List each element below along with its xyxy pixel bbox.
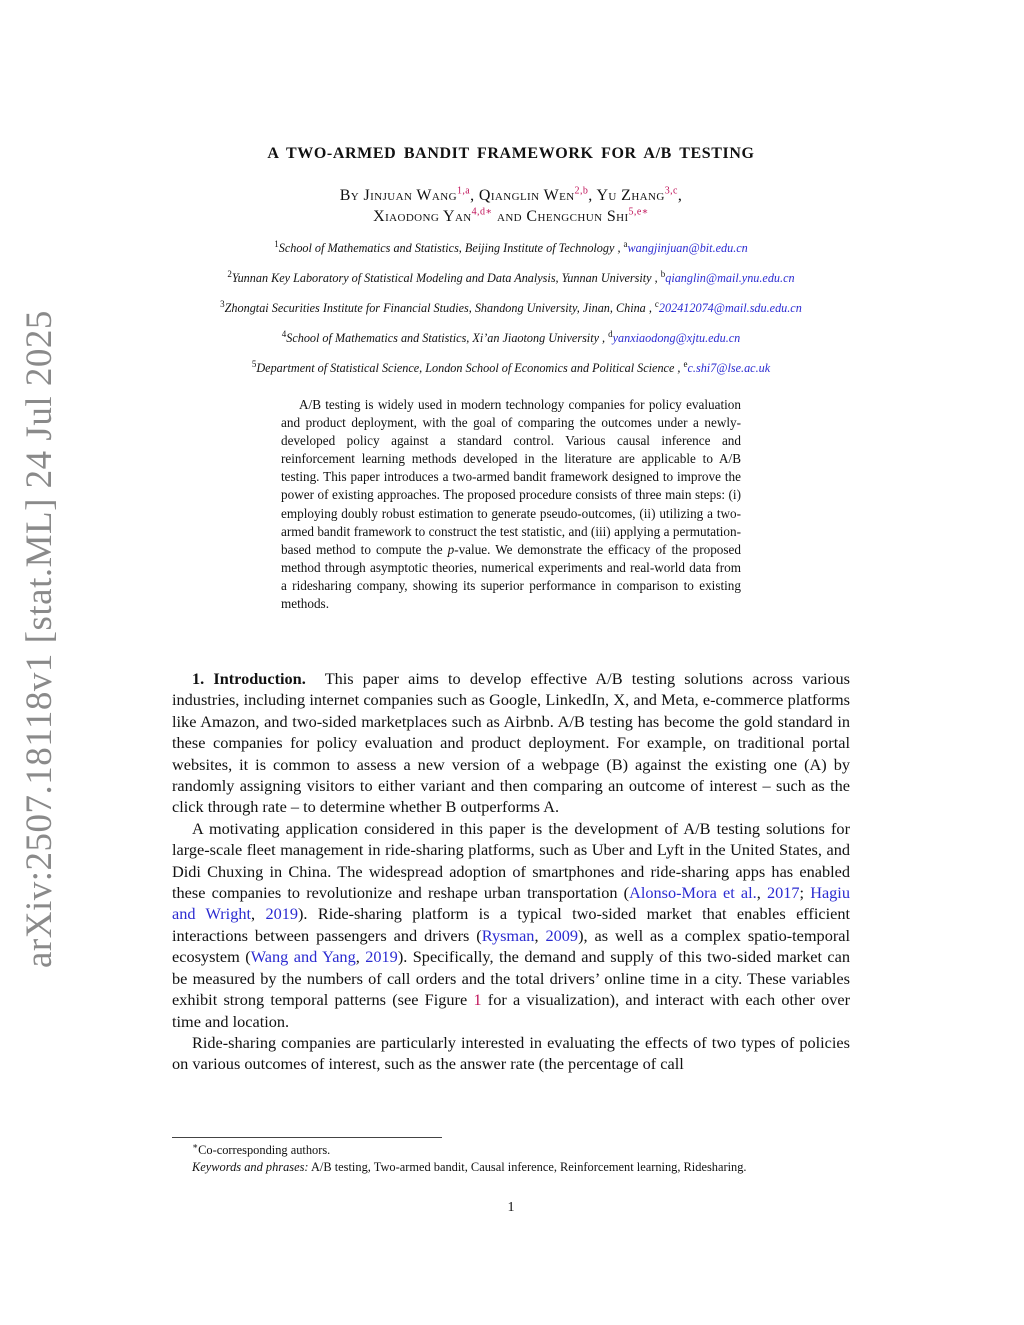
affiliation-text: School of Mathematics and Statistics, Beijing Institute of Technology , xyxy=(278,241,621,255)
author-name: Yu Zhang xyxy=(596,187,665,204)
affiliation-number: 5 xyxy=(251,358,257,369)
abstract-text: A/B testing is widely used in modern technology companies for policy evaluation and product deployment, with the goal of comparing the outcomes under a newly-developed policy against a standard control. Various causal inference and reinforcement learning methods developed in the literature are applicable to A/B testing. This paper introduces a two-armed bandit framework designed to improve the power of existing approaches. The proposed procedure consists of three main steps: (i) employing doubly robust estimation to generate pseudo-outcomes, (ii) utilizing a two-armed bandit framework to construct the test statistic, and (iii) applying a permutation-based method to compute the xyxy=(281,397,741,557)
author-separator: , xyxy=(677,187,683,204)
abstract-text: -value. We demonstrate the efficacy of the proposed method through asymptotic theories, numerical experiments and real-world data from a ridesharing company, showing its superior performance in comparison to existing methods. xyxy=(281,541,741,612)
author-name: Chengchun Shi xyxy=(526,208,629,225)
citation-link[interactable]: Alonso-Mora et al. xyxy=(629,883,757,903)
author-separator: , xyxy=(588,187,593,204)
author-affil-marker: 1,a xyxy=(456,185,471,197)
author-affil-marker: 4,d∗ xyxy=(471,206,493,218)
paragraph-text: , xyxy=(355,947,366,967)
affiliation-number: 2 xyxy=(227,268,232,279)
affiliation-number: 1 xyxy=(274,238,279,249)
affiliation-item xyxy=(172,270,850,300)
citation-link[interactable]: Rysman xyxy=(481,925,535,945)
email-link[interactable]: 202412074@mail.sdu.edu.cn xyxy=(658,301,802,315)
author-block xyxy=(172,185,850,227)
citation-link[interactable]: Hagiu and Wright xyxy=(172,883,850,924)
paragraph-text: , xyxy=(534,925,546,945)
author-affil-marker: 2,b xyxy=(574,185,589,197)
email-link[interactable]: yanxiaodong@xjtu.edu.cn xyxy=(612,331,741,345)
affiliation-text: Yunnan Key Laboratory of Statistical Modeling and Data Analysis, Yunnan University , xyxy=(231,271,658,285)
email-link[interactable]: qianglin@mail.ynu.edu.cn xyxy=(665,271,795,285)
author-name: Jinjuan Wang xyxy=(363,187,457,204)
by-label: By xyxy=(339,187,360,204)
email-marker: c xyxy=(654,298,659,309)
arxiv-identifier-stamp: arXiv:2507.18118v1 [stat.ML] 24 Jul 2025 xyxy=(19,310,60,968)
citation-year-link[interactable]: 2009 xyxy=(545,925,579,945)
citation-link[interactable]: Wang and Yang xyxy=(250,947,356,967)
footnote-text: Co-corresponding authors. xyxy=(198,1143,331,1157)
paper-title: A TWO-ARMED BANDIT FRAMEWORK FOR A/B TESTING xyxy=(267,145,755,162)
footnotes xyxy=(172,1142,850,1176)
citation-year-link[interactable]: 2017 xyxy=(766,883,800,903)
section-heading: 1. Introduction. xyxy=(192,669,306,688)
author-separator: , xyxy=(470,187,475,204)
affiliation-text: Department of Statistical Science, London School of Economics and Political Science , xyxy=(256,361,681,375)
paragraph-text: A motivating application considered in this paper is the development of A/B testing solutions for large-scale fleet management in ride-sharing platforms, such as Uber and Lyft in the United States, and Didi Chuxing in China. The widespread adoption of smartphones and ride-sharing apps has enabled these companies to revolutionize and reshape urban transportation ( xyxy=(172,818,850,903)
intro-paragraph xyxy=(172,668,850,818)
author-affil-marker: 3,c xyxy=(664,185,678,197)
affiliation-item xyxy=(172,300,850,330)
figure-reference-link[interactable]: 1 xyxy=(473,990,482,1010)
footnote-divider xyxy=(172,1137,442,1138)
email-marker: e xyxy=(683,358,688,369)
footnote-mark: ∗ xyxy=(192,1140,199,1151)
email-marker: a xyxy=(623,238,628,249)
page-number: 1 xyxy=(507,1200,515,1215)
intro-paragraph xyxy=(172,1032,850,1075)
citation-year-link[interactable]: 2019 xyxy=(365,947,398,967)
author-name: Qianglin Wen xyxy=(478,187,575,204)
affiliation-number: 3 xyxy=(220,298,225,309)
paragraph-text: ). Ride-sharing platform is a typical two-sided market that enables efficient interactions between passengers and drivers ( xyxy=(172,904,851,945)
introduction-section xyxy=(172,668,850,1075)
paragraph-text: ). Specifically, the demand and supply of this two-sided market can be measured by the numbers of call orders and the total drivers’ online time in a city. These variables exhibit strong temporal patterns (see Figure xyxy=(172,947,851,1010)
affiliation-item xyxy=(172,360,850,390)
affiliation-number: 4 xyxy=(281,328,287,339)
email-marker: b xyxy=(660,268,666,279)
abstract xyxy=(281,396,741,613)
paragraph-text: for a visualization), and interact with each other over time and location. xyxy=(172,990,851,1031)
email-marker: d xyxy=(608,328,613,339)
footnote-corresponding xyxy=(172,1142,850,1159)
affiliation-item xyxy=(172,330,850,360)
author-separator: and xyxy=(496,208,523,225)
paragraph-text: Ride-sharing companies are particularly interested in evaluating the effects of two types of policies on various outcomes of interest, such as the answer rate (the percentage of call xyxy=(172,1032,850,1074)
affiliation-text: Zhongtai Securities Institute for Financial Studies, Shandong University, Jinan, China , xyxy=(224,301,652,315)
keywords-text: A/B testing, Two-armed bandit, Causal inference, Reinforcement learning, Ridesharing. xyxy=(308,1160,747,1174)
footnote-keywords xyxy=(172,1159,850,1176)
email-link[interactable]: wangjinjuan@bit.edu.cn xyxy=(627,241,748,255)
email-link[interactable]: c.shi7@lse.ac.uk xyxy=(687,361,771,375)
paragraph-text: ; xyxy=(799,883,811,903)
paragraph-text: , xyxy=(251,904,266,924)
paragraph-text: , xyxy=(756,883,767,903)
citation-year-link[interactable]: 2019 xyxy=(265,904,298,924)
keywords-label: Keywords and phrases: xyxy=(192,1160,309,1174)
paragraph-text: This paper aims to develop effective A/B testing solutions across various industries, including internet companies such as Google, LinkedIn, X, and Meta, e-commerce platforms like Amazon, and two-sided marketplaces such as Airbnb. A/B testing has become the gold standard in these companies for policy evaluation and product deployment. For example, on traditional portal websites, it is common to assess a new version of a webpage (B) against the existing one (A) by randomly assigning visitors to either variant and then comparing an outcome of interest – such as the click through rate – to determine whether B outperforms A. xyxy=(172,669,851,817)
affiliation-text: School of Mathematics and Statistics, Xi’an Jiaotong University , xyxy=(286,331,606,345)
affiliation-list xyxy=(172,240,850,390)
author-name: Xiaodong Yan xyxy=(373,208,472,225)
abstract-math-p: p xyxy=(447,541,455,557)
affiliation-item xyxy=(172,240,850,270)
author-affil-marker: 5,e∗ xyxy=(628,206,649,218)
intro-paragraph xyxy=(172,818,850,1032)
paragraph-text: ), as well as a complex spatio-temporal ecosystem ( xyxy=(172,925,851,967)
